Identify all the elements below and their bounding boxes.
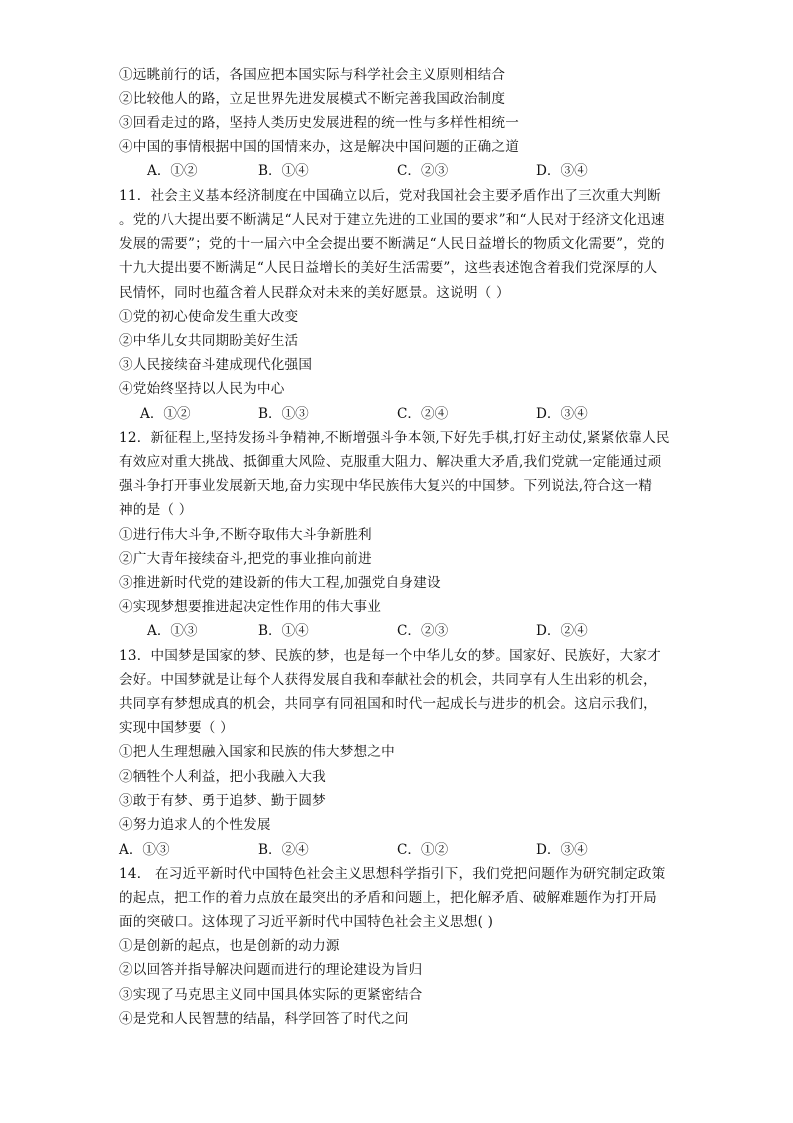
q11-stem-line-4: 十九大提出要不断满足“人民日益增长的美好生活需要”，这些表述饱含着我们党深厚的人: [119, 260, 658, 276]
q10-choice-2: ②比较他人的路，立足世界先进发展模式不断完善我国政治制度: [119, 91, 506, 107]
q10-option-d[interactable]: D．③④: [536, 163, 588, 179]
q13-stem-line-2: 会好。中国梦就是让每个人获得发展自我和奉献社会的机会，共同享有人生出彩的机会，: [119, 672, 657, 688]
q13-option-c[interactable]: C．①②: [397, 842, 449, 858]
q10-option-c[interactable]: C．②③: [397, 163, 449, 179]
q14-choice-1: ①是创新的起点，也是创新的动力源: [119, 938, 340, 954]
q12-stem-line-2: 有效应对重大挑战、抵御重大风险、克服重大阻力、解决重大矛盾,我们党就一定能通过顽: [119, 454, 662, 470]
q11-stem-line-5: 民情怀，同时也蕴含着人民群众对未来的美好愿景。这说明（ ）: [119, 285, 510, 301]
q13-choice-4: ④努力追求人的个性发展: [119, 817, 271, 833]
q13-option-a[interactable]: A．①③: [119, 842, 170, 858]
q10-option-b[interactable]: B．①④: [258, 163, 309, 179]
q11-option-b[interactable]: B．①③: [258, 406, 309, 422]
q12-option-c[interactable]: C．②③: [397, 623, 449, 639]
q14-stem-line-2: 的起点，把工作的着力点放在最突出的矛盾和问题上，把化解矛盾、破解难题作为打开局: [119, 890, 657, 906]
q11-choice-2: ②中华儿女共同期盼美好生活: [119, 333, 299, 349]
q11-stem-line-3: 发展的需要”；党的十一届六中全会提出要不断满足“人民日益增长的物质文化需要”，党的: [119, 236, 665, 252]
q13-stem-line-3: 共同享有梦想成真的机会，共同享有同祖国和时代一起成长与进步的机会。这启示我们，: [119, 696, 657, 712]
q10-choice-4: ④中国的事情根据中国的国情来办，这是解决中国问题的正确之道: [119, 139, 520, 155]
q12-choice-2: ②广大青年接续奋斗,把党的事业推向前进: [119, 551, 372, 567]
q13-option-b[interactable]: B．②④: [258, 842, 309, 858]
q12-choice-1: ①进行伟大斗争,不断夺取伟大斗争新胜利: [119, 527, 372, 543]
q10-choice-3: ③回看走过的路，坚持人类历史发展进程的统一性与多样性相统一: [119, 115, 520, 131]
q13-stem-line-1: 13．中国梦是国家的梦、民族的梦，也是每一个中华儿女的梦。国家好、民族好，大家才: [119, 648, 661, 664]
q11-stem-line-2: 。党的八大提出要不断满足“人民对于建立先进的工业国的要求”和“人民对于经济文化迅速: [119, 212, 665, 228]
q12-options: [0, 621, 793, 641]
q11-stem-line-1: 11．社会主义基本经济制度在中国确立以后，党对我国社会主要矛盾作出了三次重大判断: [119, 188, 661, 204]
q12-choice-3: ③推进新时代党的建设新的伟大工程,加强党自身建设: [119, 575, 441, 591]
q14-choice-3: ③实现了马克思主义同中国具体实际的更紧密结合: [119, 987, 423, 1003]
q11-option-a[interactable]: A．①②: [140, 406, 191, 422]
q14-stem-line-1: 14． 在习近平新时代中国特色社会主义思想科学指引下，我们党把问题作为研究制定政策: [119, 866, 666, 882]
q13-stem-line-4: 实现中国梦要（ ）: [119, 720, 234, 736]
q12-stem-line-3: 强斗争打开事业发展新天地,奋力实现中华民族伟大复兴的中国梦。下列说法,符合这一精: [119, 478, 653, 494]
q13-choice-3: ③敢于有梦、勇于追梦、勤于圆梦: [119, 793, 326, 809]
q12-stem-line-1: 12．新征程上,坚持发扬斗争精神,不断增强斗争本领,下好先手棋,打好主动仗,紧紧依靠人民: [119, 430, 670, 446]
q14-choice-4: ④是党和人民智慧的结晶，科学回答了时代之问: [119, 1011, 409, 1027]
q11-choice-1: ①党的初心使命发生重大改变: [119, 309, 299, 325]
q13-choice-1: ①把人生理想融入国家和民族的伟大梦想之中: [119, 744, 395, 760]
q13-options: [0, 840, 793, 860]
q11-option-c[interactable]: C．②④: [397, 406, 449, 422]
q14-stem-line-3: 面的突破口。这体现了习近平新时代中国特色社会主义思想( ): [119, 914, 494, 930]
q12-option-a[interactable]: A．①③: [147, 623, 198, 639]
q11-option-d[interactable]: D．③④: [536, 406, 588, 422]
q12-stem-line-4: 神的是（ ）: [119, 502, 193, 518]
q12-option-d[interactable]: D．②④: [536, 623, 588, 639]
q10-choice-1: ①远眺前行的话，各国应把本国实际与科学社会主义原则相结合: [119, 67, 506, 83]
q11-options: [0, 404, 793, 424]
q13-option-d[interactable]: D．③④: [536, 842, 588, 858]
q12-option-b[interactable]: B．①④: [258, 623, 309, 639]
q14-choice-2: ②以回答并指导解决问题而进行的理论建设为旨归: [119, 962, 423, 978]
q13-choice-2: ②牺牲个人利益，把小我融入大我: [119, 769, 326, 785]
q12-choice-4: ④实现梦想要推进起决定性作用的伟大事业: [119, 599, 382, 615]
q11-choice-3: ③人民接续奋斗建成现代化强国: [119, 357, 313, 373]
q10-option-a[interactable]: A．①②: [147, 163, 198, 179]
q11-choice-4: ④党始终坚持以人民为中心: [119, 381, 285, 397]
q10-options: [0, 161, 793, 181]
